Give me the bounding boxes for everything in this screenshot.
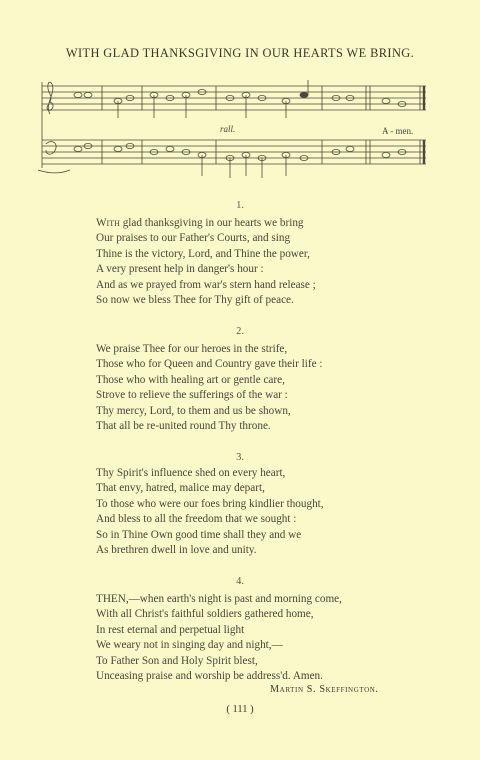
hymn-title: WITH GLAD THANKSGIVING IN OUR HEARTS WE BRING. xyxy=(65,46,415,60)
verse-line: Those who with healing art or gentle care, xyxy=(96,373,285,386)
verse-line: With all Christ's faithful soldiers gathered home, xyxy=(96,608,314,621)
verse-line: To Father Son and Holy Spirit blest, xyxy=(96,654,258,667)
tempo-mark: rall. xyxy=(220,124,236,134)
stanza-3 xyxy=(96,466,436,558)
verse-line: THEN,—when earth's night is past and morning come, xyxy=(96,593,342,605)
verse-line: Our praises to our Father's Courts, and sing xyxy=(96,232,291,245)
amen-lyric: A - men. xyxy=(382,126,414,136)
author-attribution: Martin S. Skeffington. xyxy=(270,684,379,695)
verse-line xyxy=(96,216,436,231)
verse-line: And as we prayed from war's stern hand release ; xyxy=(96,278,316,291)
verse-line: We praise Thee for our heroes in the strife, xyxy=(96,343,288,355)
verse-line: A very present help in danger's hour : xyxy=(96,263,264,276)
verse-text: glad thanksgiving in our hearts we bring xyxy=(119,217,304,229)
verse-line: We weary not in singing day and night,— xyxy=(96,639,283,652)
verse-line: Unceasing praise and worship be address'd. Amen. xyxy=(96,670,323,683)
verse-line: Strove to relieve the sufferings of the war : xyxy=(96,389,288,402)
verse-line: Thy Spirit's influence shed on every heart, xyxy=(96,467,286,479)
stanza-4 xyxy=(96,592,436,684)
music-score xyxy=(30,74,436,190)
stanza-2 xyxy=(96,342,436,434)
verse-line: So in Thine Own good time shall they and we xyxy=(96,528,302,541)
verse-line: To those who were our foes bring kindlier thought, xyxy=(96,497,324,510)
verse-line: Thy mercy, Lord, to them and us be shown, xyxy=(96,404,291,417)
verse-line: That envy, hatred, malice may depart, xyxy=(96,482,265,495)
stanza-number: 4. xyxy=(236,576,244,587)
verse-line: In rest eternal and perpetual light xyxy=(96,623,245,636)
page-number: ( 111 ) xyxy=(226,704,254,715)
verse-line: That all be re-united round Thy throne. xyxy=(96,420,271,433)
stanza-number: 3. xyxy=(236,452,244,463)
drop-word: With xyxy=(96,217,120,229)
verse-line: Those who for Queen and Country gave their life : xyxy=(96,358,323,371)
verse-line: And bless to all the freedom that we sought : xyxy=(96,513,297,526)
verse-line: So now we bless Thee for Thy gift of peace. xyxy=(96,294,294,307)
stanza-1 xyxy=(96,216,436,308)
verse-line: Thine is the victory, Lord, and Thine the power, xyxy=(96,247,310,260)
stanza-number: 1. xyxy=(236,200,244,211)
score-drawing xyxy=(30,74,436,190)
verse-line: As brethren dwell in love and unity. xyxy=(96,544,257,557)
stanza-number: 2. xyxy=(236,326,244,337)
